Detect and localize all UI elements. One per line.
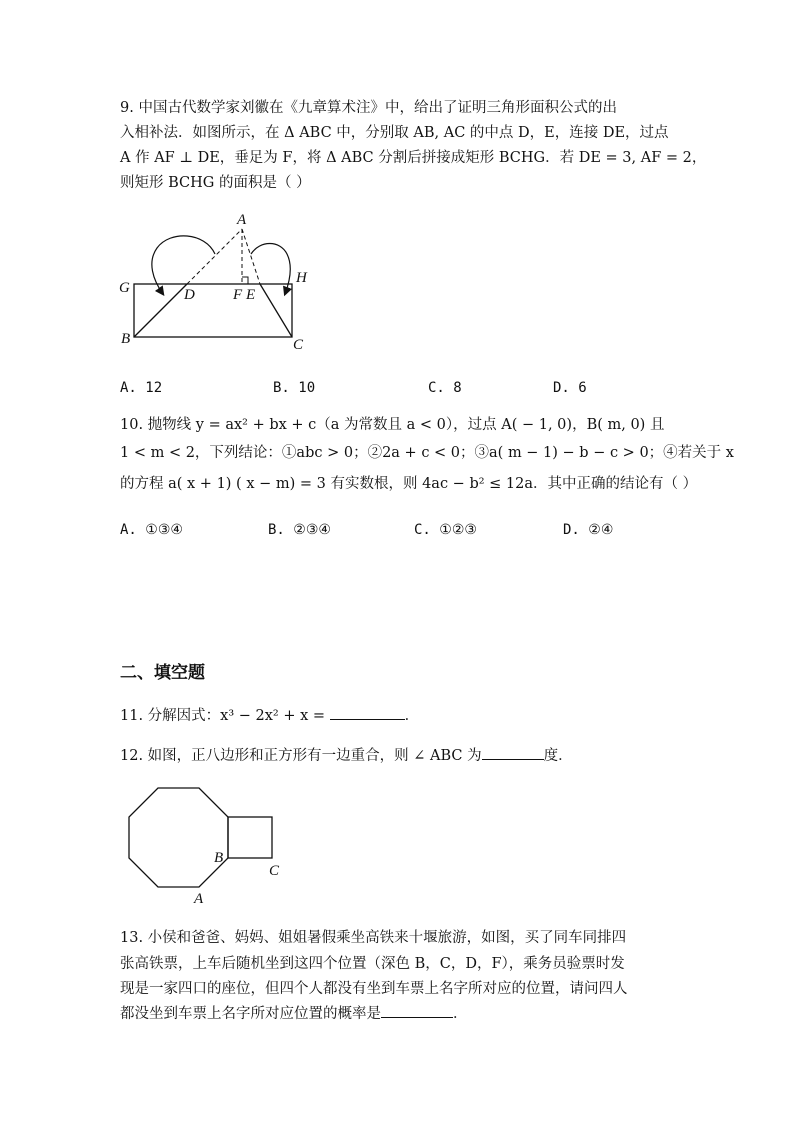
q9-line-3: A 作 AF ⊥ DE，垂足为 F，将 Δ ABC 分割后拼接成矩形 BCHG．若 DE = 3, AF = 2， <box>120 150 707 166</box>
option-letter: A. <box>120 522 146 538</box>
label-h: H <box>296 270 307 286</box>
q12-text: 12. 如图，正八边形和正方形有一边重合，则 ∠ ABC 为 <box>120 748 482 764</box>
q10-line-3: 的方程 a( x + 1) ( x − m) = 3 有实数根，则 4ac − b² ≤ 12a．其中正确的结论有（ ） <box>120 476 698 492</box>
q13-line-2: 张高铁票，上车后随机坐到这四个位置（深色 B，C，D，F），乘务员验票时发 <box>120 956 625 972</box>
option-letter: B. <box>273 380 299 396</box>
q9-option-b[interactable] <box>273 380 315 396</box>
q11-line <box>120 705 419 726</box>
option-value: 10 <box>298 380 316 396</box>
q9-line-2: 入相补法．如图所示，在 Δ ABC 中，分别取 AB, AC 的中点 D，E，连接 DE，过点 <box>120 125 669 141</box>
q10-line-2: 1 < m < 2，下列结论：①abc > 0；②2a + c < 0；③a( m − 1) − b − c > 0；④若关于 x <box>120 445 734 461</box>
q10-option-d[interactable] <box>563 522 613 538</box>
right-rotation-arrow <box>251 244 290 295</box>
label-b: B <box>121 331 131 347</box>
q13-line-3: 现是一家四口的座位，但四个人都没有坐到车票上名字所对应的位置，请问四人 <box>120 981 628 997</box>
regular-octagon <box>129 788 228 887</box>
label-f: F <box>233 287 243 303</box>
label-b: B <box>214 850 224 866</box>
option-value: ②③④ <box>293 522 331 538</box>
q13-line-1: 13. 小侯和爸爸、妈妈、姐姐暑假乘坐高铁来十堰旅游，如图，买了同车同排四 <box>120 930 627 946</box>
label-a: A <box>237 212 247 228</box>
q13-line-4: 都没坐到车票上名字所对应位置的概率是 <box>120 1006 381 1022</box>
option-letter: C. <box>428 380 454 396</box>
q11-text: 11. 分解因式：x³ − 2x² + x = <box>120 708 330 724</box>
q10-option-a[interactable] <box>120 522 183 538</box>
q11-answer-blank[interactable] <box>330 705 405 720</box>
q12-end: 度． <box>543 748 573 764</box>
option-value: ①③④ <box>145 522 183 538</box>
q9-option-a[interactable] <box>120 380 162 396</box>
label-e: E <box>246 287 256 303</box>
option-letter: A. <box>120 380 146 396</box>
left-rotation-arrow <box>152 236 215 294</box>
q11-end: ． <box>404 708 420 724</box>
q10-option-c[interactable] <box>414 522 477 538</box>
rectangle-bchg <box>134 284 292 337</box>
right-angle-mark <box>242 277 248 284</box>
square <box>228 817 272 858</box>
option-letter: D. <box>553 380 579 396</box>
option-letter: C. <box>414 522 440 538</box>
label-c: C <box>293 337 304 353</box>
label-a: A <box>194 891 204 907</box>
segment-ae <box>242 229 260 284</box>
q12-line <box>120 745 573 766</box>
q9-figure <box>115 210 315 355</box>
option-letter: D. <box>563 522 589 538</box>
option-value: ①②③ <box>439 522 477 538</box>
option-value: ②④ <box>588 522 614 538</box>
label-g: G <box>119 280 130 296</box>
q10-option-b[interactable] <box>268 522 331 538</box>
q12-figure <box>110 778 310 908</box>
option-letter: B. <box>268 522 294 538</box>
section-title: 二、填空题 <box>120 663 205 683</box>
q13-line-4-wrap <box>120 1003 468 1024</box>
label-c: C <box>269 863 280 879</box>
option-value: 8 <box>453 380 462 396</box>
option-value: 6 <box>578 380 587 396</box>
q9-option-c[interactable] <box>428 380 462 396</box>
segment-ec <box>260 284 292 337</box>
q9-line-4: 则矩形 BCHG 的面积是（ ） <box>120 175 311 191</box>
q10-line-1: 10. 抛物线 y = ax² + bx + c（a 为常数且 a < 0），过点 A( − 1, 0)，B( m, 0) 且 <box>120 417 665 433</box>
q13-answer-blank[interactable] <box>381 1003 453 1018</box>
q13-end: ． <box>453 1006 468 1022</box>
q12-answer-blank[interactable] <box>482 745 544 760</box>
q9-line-1: 9. 中国古代数学家刘徽在《九章算术注》中，给出了证明三角形面积公式的出 <box>120 100 617 116</box>
option-value: 12 <box>145 380 163 396</box>
segment-bd <box>134 284 187 337</box>
label-d: D <box>184 287 195 303</box>
q9-option-d[interactable] <box>553 380 587 396</box>
